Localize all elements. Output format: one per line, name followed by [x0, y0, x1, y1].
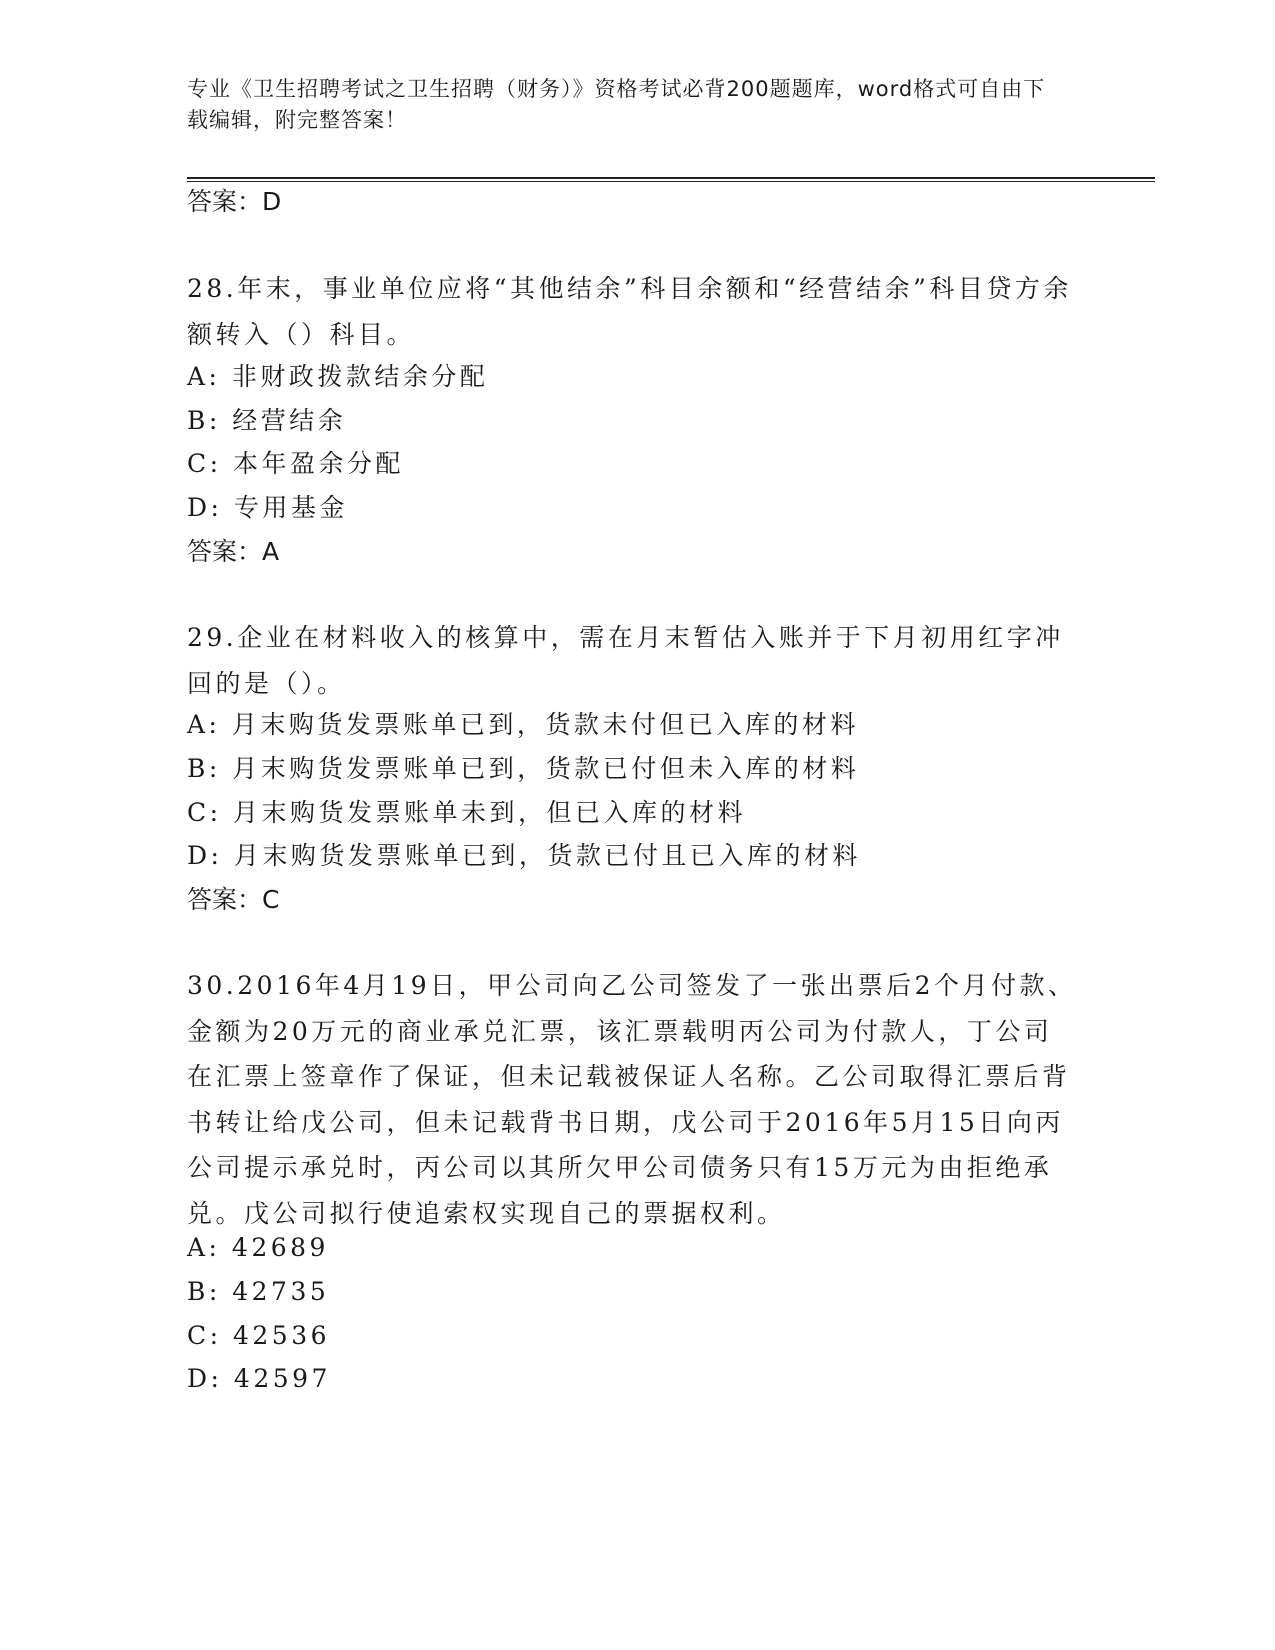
document-header: 专业《卫生招聘考试之卫生招聘（财务）》资格考试必背200题题库，word格式可自由下载编辑，附完整答案！ — [187, 77, 1046, 132]
question-30-text: 30.2016年4月19日，甲公司向乙公司签发了一张出票后2个月付款、金额为20万元的商业承兑汇票，该汇票载明丙公司为付款人，丁公司在汇票上签章作了保证，但未记载被保证人名称。乙公司取得汇票后背书转让给戊公司，但未记载背书日期，戊公司于2016年5月15日向丙公司提示承兑时，丙公司以其所欠甲公司债务只有15万元为由拒绝承兑。戊公司拟行使追索权实现自己的票据权利。 — [187, 971, 1077, 1228]
question-28-text: 28.年末，事业单位应将“其他结余”科目余额和“经营结余”科目贷方余额转入（）科目。 — [187, 274, 1072, 349]
answer-q27: 答案：D — [187, 187, 282, 216]
header-divider — [187, 177, 1155, 182]
question-29-text: 29.企业在材料收入的核算中，需在月末暂估入账并于下月初用红字冲回的是（）。 — [187, 623, 1064, 698]
question-30-option-c: C: 42536 — [187, 1321, 331, 1350]
question-30-option-d: D: 42597 — [187, 1364, 331, 1393]
answer-q28: 答案：A — [187, 537, 280, 566]
question-28-option-c: C: 本年盈余分配 — [187, 449, 404, 478]
question-29-option-b: B: 月末购货发票账单已到，货款已付但未入库的材料 — [187, 754, 860, 783]
answer-q29: 答案：C — [187, 885, 280, 914]
question-29-option-c: C: 月末购货发票账单未到，但已入库的材料 — [187, 798, 746, 827]
question-28-option-d: D: 专用基金 — [187, 493, 348, 522]
question-30-option-b: B: 42735 — [187, 1277, 330, 1306]
question-30-option-a: A: 42689 — [187, 1233, 329, 1262]
question-28-option-a: A: 非财政拨款结余分配 — [187, 362, 489, 391]
question-29-option-d: D: 月末购货发票账单已到，货款已付且已入库的材料 — [187, 841, 861, 870]
question-29-option-a: A: 月末购货发票账单已到，货款未付但已入库的材料 — [187, 710, 859, 739]
question-28-option-b: B: 经营结余 — [187, 406, 347, 435]
